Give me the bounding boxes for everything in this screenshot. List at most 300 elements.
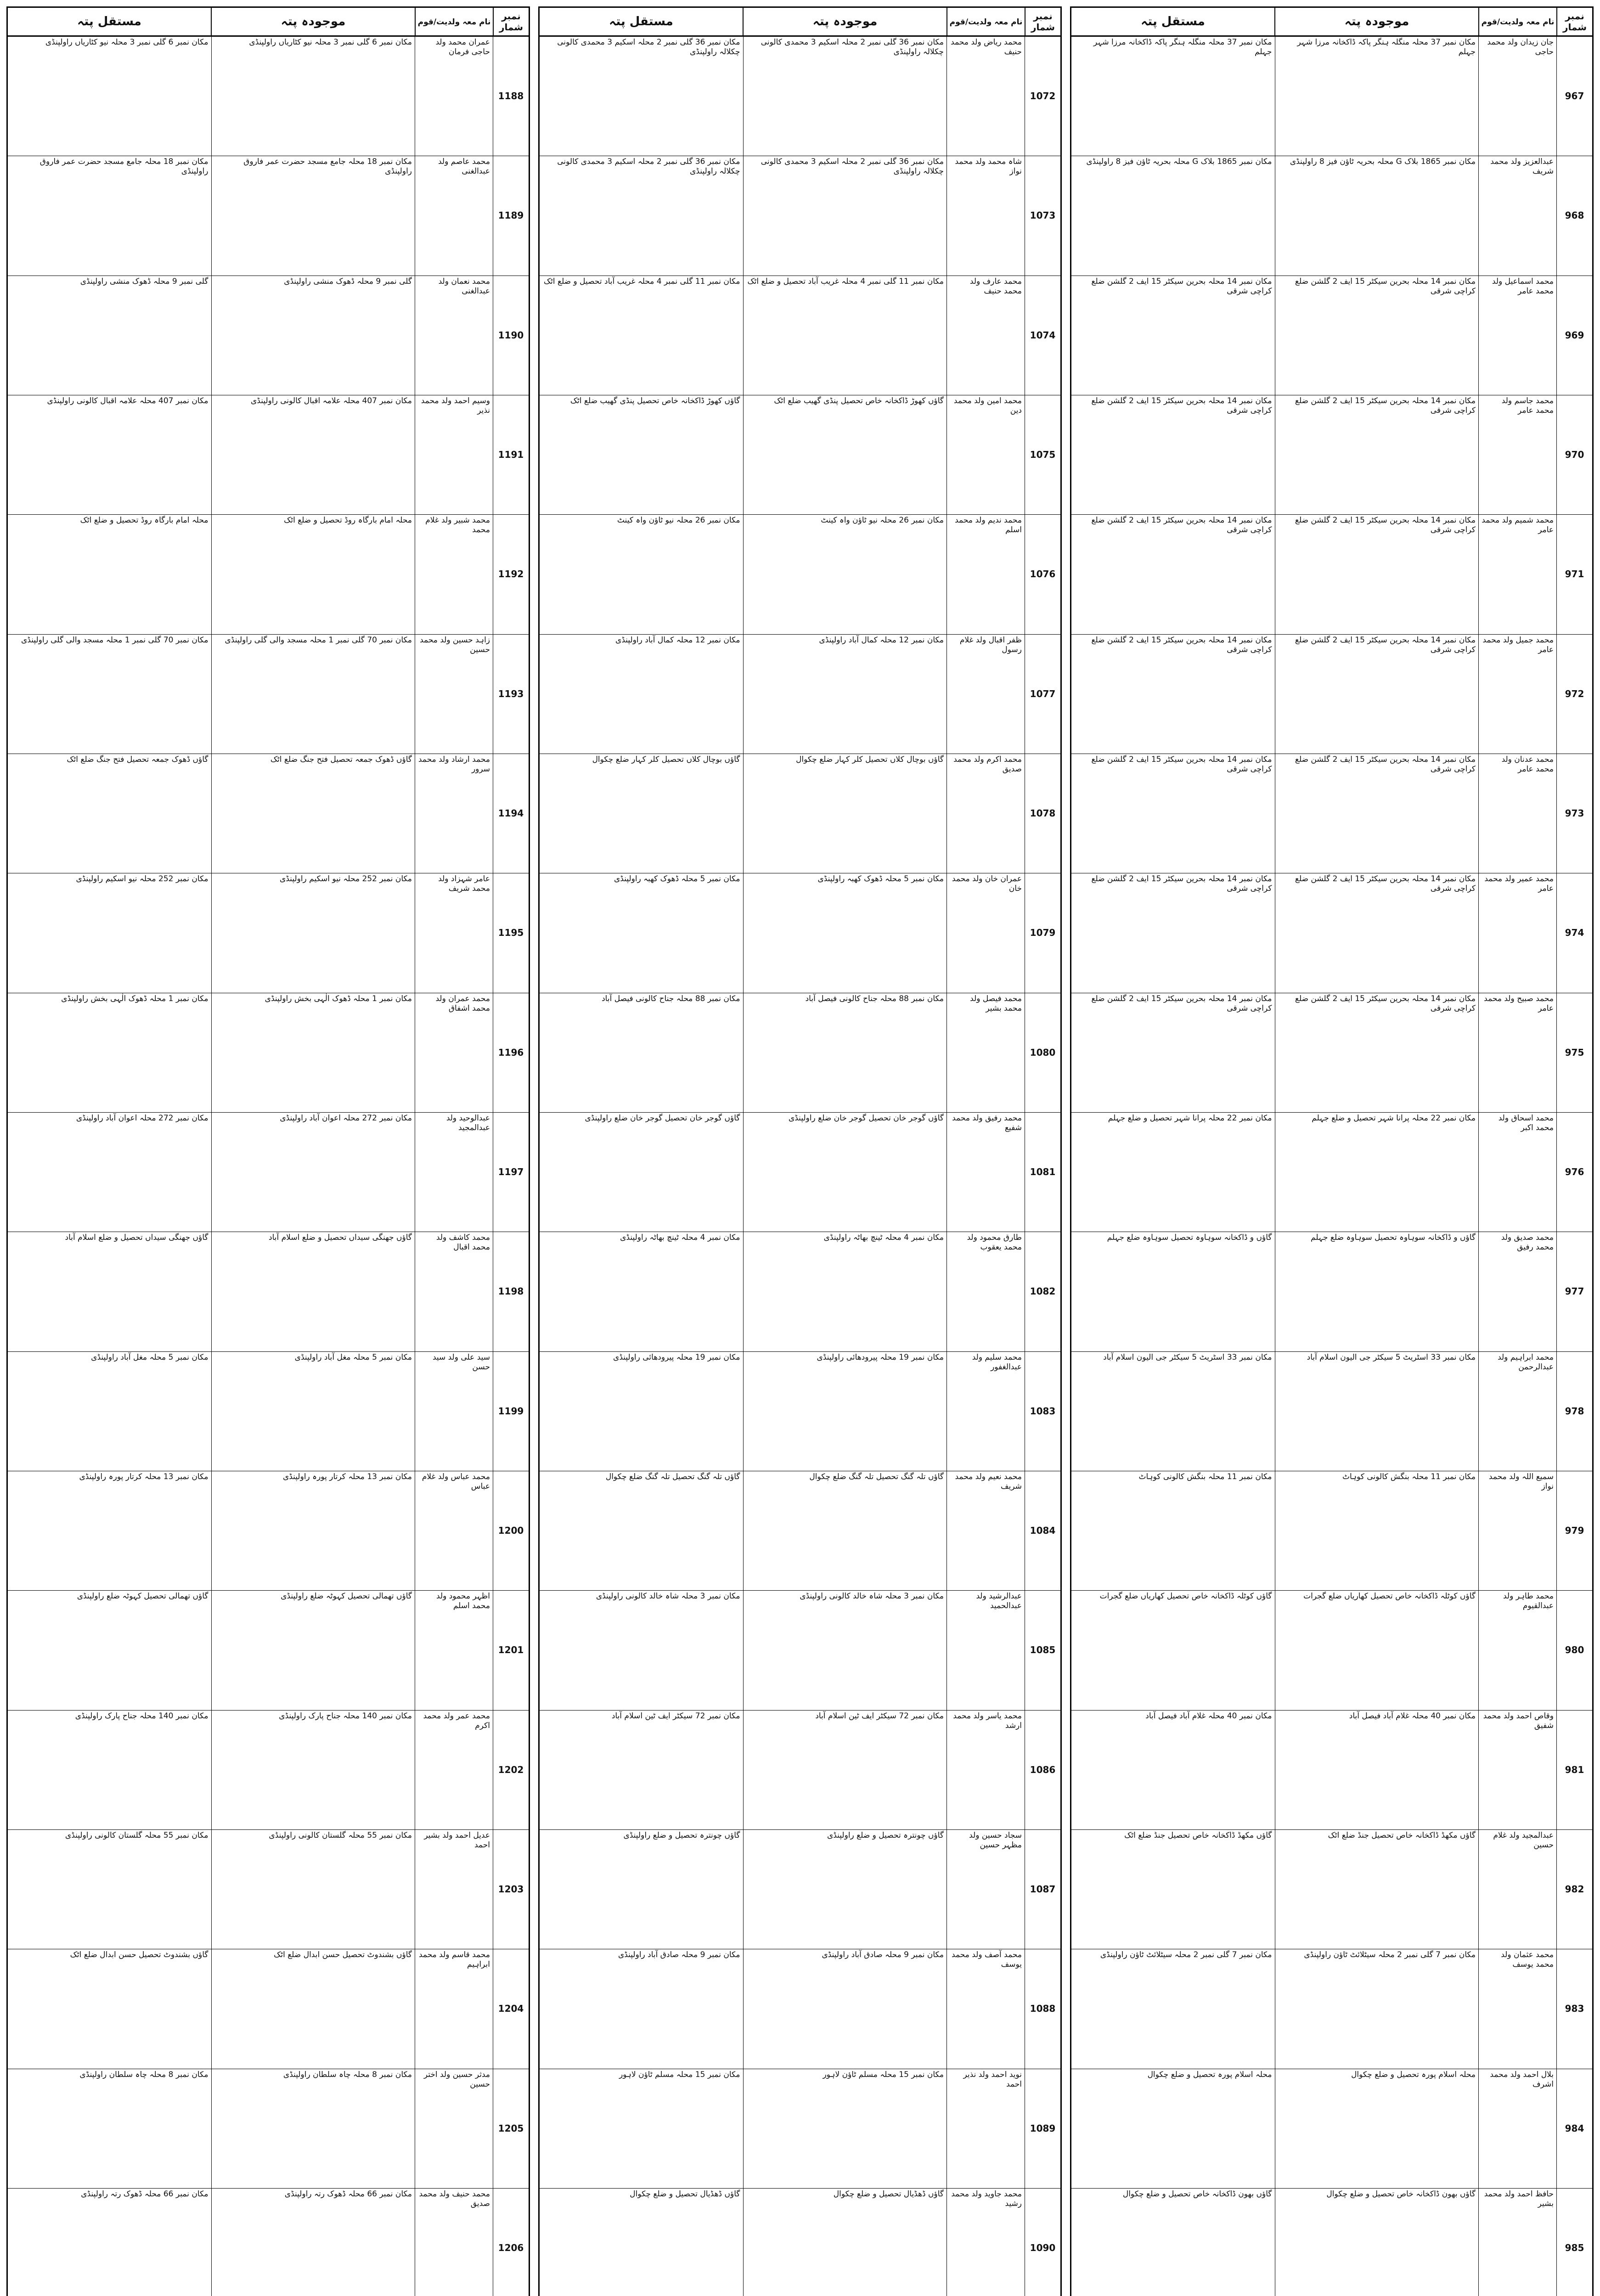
serial-cell: 1206 <box>493 2189 529 2296</box>
serial-cell: 1200 <box>493 1471 529 1590</box>
permanent-address-cell: مکان نمبر 14 محلہ بحرین سیکٹر 15 ایف 2 گلشن ضلع کراچی شرقی <box>1091 994 1272 1013</box>
permanent-address-cell: مکان نمبر 4 محلہ ٹینچ بھاٹہ راولپنڈی <box>620 1233 740 1243</box>
name-cell: وقاص احمد ولد محمد شفیق <box>1478 1711 1556 1829</box>
name-cell: محمد جمیل ولد محمد عامر <box>1478 635 1556 754</box>
name-cell: عامر شہزاد ولد محمد شریف <box>415 873 493 992</box>
name-cell: محمد عارف ولد محمد حنیف <box>946 276 1025 395</box>
permanent-address-cell: مکان نمبر 9 محلہ صادق آباد راولپنڈی <box>618 1950 740 1960</box>
permanent-address-cell: مکان نمبر 14 محلہ بحرین سیکٹر 15 ایف 2 گلشن ضلع کراچی شرقی <box>1091 754 1272 774</box>
name-cell: عبدالمجید ولد غلام حسین <box>1478 1830 1556 1949</box>
permanent-address-cell: گاؤں جھنگی سیداں تحصیل و ضلع اسلام آباد <box>65 1233 208 1243</box>
permanent-address-cell: گلی نمبر 9 محلہ ڈھوک منشی راولپنڈی <box>80 276 208 286</box>
table-row <box>1071 1949 1592 2069</box>
current-address-cell: مکان نمبر 88 محلہ جناح کالونی فیصل آباد <box>743 993 947 1112</box>
table-row <box>1071 993 1592 1113</box>
permanent-address-cell: مکان نمبر 40 محلہ غلام آباد فیصل آباد <box>1145 1711 1272 1721</box>
permanent-address-cell: مکان نمبر 5 محلہ مغل آباد راولپنڈی <box>91 1352 208 1362</box>
serial-cell: 1087 <box>1025 1830 1060 1949</box>
serial-cell: 1084 <box>1025 1471 1060 1590</box>
permanent-address-header: مستقل پتہ <box>609 15 673 28</box>
name-cell: عمران محمد ولد حاجی فرمان <box>415 37 493 156</box>
serial-cell: 1197 <box>493 1113 529 1232</box>
table-row <box>540 2069 1060 2189</box>
table-row <box>8 1949 529 2069</box>
current-address-cell: مکان نمبر 14 محلہ بحرین سیکٹر 15 ایف 2 گلشن ضلع کراچی شرقی <box>1275 635 1479 754</box>
name-cell: سید علی ولد سید حسن <box>415 1352 493 1471</box>
table-row <box>540 754 1060 873</box>
permanent-address-cell: مکان نمبر 252 محلہ نیو اسکیم راولپنڈی <box>76 874 208 884</box>
current-address-cell: مکان نمبر 37 محلہ منگلہ ہنگر پاکہ ڈاکخانہ مرزا شہر جہلم <box>1275 37 1479 156</box>
name-header: نام معہ ولدیت/قوم <box>415 8 493 35</box>
permanent-address-cell: مکان نمبر 70 گلی نمبر 1 محلہ مسجد والی گلی راولپنڈی <box>21 635 208 645</box>
table-row <box>540 1711 1060 1830</box>
document-page <box>6 6 1594 2296</box>
name-cell: بلال احمد ولد محمد اشرف <box>1478 2069 1556 2188</box>
permanent-address-cell: گاؤں کھوڑ ڈاکخانہ خاص تحصیل پنڈی گھیب ضلع اٹک <box>570 396 740 405</box>
serial-cell: 1202 <box>493 1711 529 1829</box>
serial-cell: 1189 <box>493 156 529 275</box>
name-cell: وسیم احمد ولد محمد نذیر <box>415 395 493 514</box>
permanent-address-header: مستقل پتہ <box>1141 15 1205 28</box>
serial-cell: 1193 <box>493 635 529 754</box>
table-row <box>8 754 529 873</box>
current-address-cell: مکان نمبر 14 محلہ بحرین سیکٹر 15 ایف 2 گلشن ضلع کراچی شرقی <box>1275 276 1479 395</box>
table-row <box>540 1352 1060 1471</box>
permanent-address-cell: مکان نمبر 36 گلی نمبر 2 محلہ اسکیم 3 محمدی کالونی چکلالہ راولپنڈی <box>557 38 740 56</box>
current-address-cell: گاؤں تلہ گنگ تحصیل تلہ گنگ ضلع چکوال <box>743 1471 947 1590</box>
permanent-address-cell: مکان نمبر 14 محلہ بحرین سیکٹر 15 ایف 2 گلشن ضلع کراچی شرقی <box>1091 276 1272 296</box>
permanent-address-cell: محلہ امام بارگاہ روڈ تحصیل و ضلع اٹک <box>80 516 208 525</box>
table-header <box>1071 8 1592 37</box>
table-row <box>540 395 1060 515</box>
serial-cell: 1079 <box>1025 873 1060 992</box>
permanent-address-cell: مکان نمبر 18 محلہ جامع مسجد حضرت عمر فاروق راولپنڈی <box>39 157 208 176</box>
current-address-cell: مکان نمبر 19 محلہ پیرودھائی راولپنڈی <box>743 1352 947 1471</box>
current-address-cell: مکان نمبر 14 محلہ بحرین سیکٹر 15 ایف 2 گلشن ضلع کراچی شرقی <box>1275 873 1479 992</box>
table-row <box>1071 37 1592 156</box>
current-address-cell: مکان نمبر 36 گلی نمبر 2 محلہ اسکیم 3 محمدی کالونی چکلالہ راولپنڈی <box>743 156 947 275</box>
serial-cell: 1089 <box>1025 2069 1060 2188</box>
permanent-address-cell: مکان نمبر 55 محلہ گلستان کالونی راولپنڈی <box>65 1830 208 1840</box>
table-row <box>540 993 1060 1113</box>
permanent-address-cell: مکان نمبر 14 محلہ بحرین سیکٹر 15 ایف 2 گلشن ضلع کراچی شرقی <box>1091 635 1272 654</box>
name-cell: محمد عدنان ولد محمد عامر <box>1478 754 1556 873</box>
current-address-cell: مکان نمبر 18 محلہ جامع مسجد حضرت عمر فاروق راولپنڈی <box>211 156 415 275</box>
current-address-cell: مکان نمبر 252 محلہ نیو اسکیم راولپنڈی <box>211 873 415 992</box>
table-row <box>8 395 529 515</box>
table-row <box>540 1471 1060 1591</box>
current-address-cell: مکان نمبر 140 محلہ جناح پارک راولپنڈی <box>211 1711 415 1829</box>
permanent-address-cell: گاؤں چونترہ تحصیل و ضلع راولپنڈی <box>623 1830 740 1840</box>
serial-header: نمبر شمار <box>493 8 529 35</box>
current-address-cell: مکان نمبر 14 محلہ بحرین سیکٹر 15 ایف 2 گلشن ضلع کراچی شرقی <box>1275 993 1479 1112</box>
table-row <box>8 1471 529 1591</box>
permanent-address-cell: مکان نمبر 13 محلہ کرتار پورہ راولپنڈی <box>79 1472 208 1481</box>
name-cell: محمد امین ولد محمد دین <box>946 395 1025 514</box>
current-address-cell: گاؤں گوجر خان تحصیل گوجر خان ضلع راولپنڈی <box>743 1113 947 1232</box>
serial-cell: 979 <box>1556 1471 1592 1590</box>
table-row <box>540 1232 1060 1351</box>
name-cell: سمیع اللہ ولد محمد نواز <box>1478 1471 1556 1590</box>
serial-cell: 1077 <box>1025 635 1060 754</box>
current-address-cell: مکان نمبر 22 محلہ پرانا شہر تحصیل و ضلع جہلم <box>1275 1113 1479 1232</box>
table-row <box>540 1949 1060 2069</box>
current-address-cell: گلی نمبر 9 محلہ ڈھوک منشی راولپنڈی <box>211 276 415 395</box>
serial-cell: 971 <box>1556 515 1592 634</box>
name-cell: حافظ احمد ولد محمد بشیر <box>1478 2189 1556 2296</box>
table-body <box>540 37 1060 2296</box>
current-address-cell: مکان نمبر 55 محلہ گلستان کالونی راولپنڈی <box>211 1830 415 1949</box>
current-address-cell: مکان نمبر 5 محلہ مغل آباد راولپنڈی <box>211 1352 415 1471</box>
permanent-address-cell: مکان نمبر 37 محلہ منگلہ ہنگر پاکہ ڈاکخانہ مرزا شہر جہلم <box>1093 38 1272 56</box>
current-address-cell: گاؤں و ڈاکخانہ سوہاوہ تحصیل سوہاوہ ضلع جہلم <box>1275 1232 1479 1351</box>
list-block <box>6 6 530 2296</box>
name-header: نام معہ ولدیت/قوم <box>1478 8 1556 35</box>
serial-header: نمبر شمار <box>1556 8 1592 35</box>
table-row <box>1071 635 1592 754</box>
name-cell: محمد ندیم ولد محمد اسلم <box>946 515 1025 634</box>
table-row <box>8 873 529 993</box>
permanent-address-header: مستقل پتہ <box>77 15 141 28</box>
serial-cell: 1188 <box>493 37 529 156</box>
table-body <box>8 37 529 2296</box>
permanent-address-cell: مکان نمبر 14 محلہ بحرین سیکٹر 15 ایف 2 گلشن ضلع کراچی شرقی <box>1091 874 1272 894</box>
permanent-address-cell: گاؤں کوٹلہ ڈاکخانہ خاص تحصیل کھاریاں ضلع گجرات <box>1099 1592 1272 1601</box>
current-address-cell: مکان نمبر 14 محلہ بحرین سیکٹر 15 ایف 2 گلشن ضلع کراچی شرقی <box>1275 395 1479 514</box>
serial-cell: 1201 <box>493 1591 529 1710</box>
name-cell: محمد یاسر ولد محمد ارشد <box>946 1711 1025 1829</box>
current-address-cell: مکان نمبر 13 محلہ کرتار پورہ راولپنڈی <box>211 1471 415 1590</box>
serial-cell: 980 <box>1556 1591 1592 1710</box>
permanent-address-cell: مکان نمبر 11 محلہ بنگش کالونی کوہاٹ <box>1138 1472 1272 1481</box>
table-row <box>1071 1830 1592 1949</box>
serial-cell: 1192 <box>493 515 529 634</box>
name-cell: محمد عباس ولد غلام عباس <box>415 1471 493 1590</box>
serial-cell: 975 <box>1556 993 1592 1112</box>
current-address-cell: محلہ امام بارگاہ روڈ تحصیل و ضلع اٹک <box>211 515 415 634</box>
name-cell: اظہر محمود ولد محمد اسلم <box>415 1591 493 1710</box>
table-row <box>1071 395 1592 515</box>
permanent-address-cell: مکان نمبر 88 محلہ جناح کالونی فیصل آباد <box>602 994 740 1003</box>
serial-cell: 1191 <box>493 395 529 514</box>
current-address-cell: مکان نمبر 3 محلہ شاہ خالد کالونی راولپنڈی <box>743 1591 947 1710</box>
table-row <box>540 1113 1060 1232</box>
name-cell: ظفر اقبال ولد غلام رسول <box>946 635 1025 754</box>
current-address-cell: گاؤں کوٹلہ ڈاکخانہ خاص تحصیل کھاریاں ضلع گجرات <box>1275 1591 1479 1710</box>
name-cell: محمد اسحاق ولد محمد اکبر <box>1478 1113 1556 1232</box>
name-cell: محمد صبیح ولد محمد عامر <box>1478 993 1556 1112</box>
name-cell: محمد عمیر ولد محمد عامر <box>1478 873 1556 992</box>
name-cell: محمد صدیق ولد محمد رفیق <box>1478 1232 1556 1351</box>
serial-cell: 1076 <box>1025 515 1060 634</box>
permanent-address-cell: گاؤں ڈھوک جمعہ تحصیل فتح جنگ ضلع اٹک <box>67 754 208 764</box>
table-row <box>8 1830 529 1949</box>
permanent-address-cell: مکان نمبر 6 گلی نمبر 3 محلہ نیو کٹاریاں راولپنڈی <box>45 38 208 47</box>
current-address-cell: گاؤں بھون ڈاکخانہ خاص تحصیل و ضلع چکوال <box>1275 2189 1479 2296</box>
serial-cell: 1078 <box>1025 754 1060 873</box>
serial-cell: 985 <box>1556 2189 1592 2296</box>
permanent-address-cell: گاؤں تھمالی تحصیل کہوٹہ ضلع راولپنڈی <box>77 1592 208 1601</box>
table-row <box>8 2189 529 2296</box>
table-row <box>1071 1352 1592 1471</box>
name-cell: محمد اسماعیل ولد محمد عامر <box>1478 276 1556 395</box>
current-address-cell: گاؤں ڈھڈیال تحصیل و ضلع چکوال <box>743 2189 947 2296</box>
table-row <box>1071 156 1592 276</box>
name-cell: نوید احمد ولد نذیر احمد <box>946 2069 1025 2188</box>
current-address-header: موجودہ پتہ <box>743 8 946 35</box>
table-row <box>8 1711 529 1830</box>
table-row <box>1071 515 1592 634</box>
current-address-cell: مکان نمبر 4 محلہ ٹینچ بھاٹہ راولپنڈی <box>743 1232 947 1351</box>
table-row <box>540 156 1060 276</box>
permanent-address-cell: مکان نمبر 22 محلہ پرانا شہر تحصیل و ضلع جہلم <box>1108 1113 1272 1123</box>
permanent-address-cell: گاؤں ڈھڈیال تحصیل و ضلع چکوال <box>630 2189 740 2199</box>
permanent-address-cell: گاؤں بھون ڈاکخانہ خاص تحصیل و ضلع چکوال <box>1122 2189 1272 2199</box>
table-row <box>8 2069 529 2189</box>
serial-cell: 972 <box>1556 635 1592 754</box>
serial-cell: 1073 <box>1025 156 1060 275</box>
name-cell: محمد قاسم ولد محمد ابراہیم <box>415 1949 493 2068</box>
list-block <box>538 6 1062 2296</box>
serial-cell: 1194 <box>493 754 529 873</box>
permanent-address-cell: مکان نمبر 12 محلہ کمال آباد راولپنڈی <box>615 635 740 645</box>
current-address-cell: مکان نمبر 14 محلہ بحرین سیکٹر 15 ایف 2 گلشن ضلع کراچی شرقی <box>1275 754 1479 873</box>
table-row <box>1071 2069 1592 2189</box>
permanent-address-cell: گاؤں و ڈاکخانہ سوہاوہ تحصیل سوہاوہ ضلع جہلم <box>1107 1233 1272 1243</box>
current-address-cell: مکان نمبر 407 محلہ علامہ اقبال کالونی راولپنڈی <box>211 395 415 514</box>
name-cell: عبدالوحید ولد عبدالمجید <box>415 1113 493 1232</box>
serial-cell: 967 <box>1556 37 1592 156</box>
table-row <box>1071 2189 1592 2296</box>
current-address-cell: مکان نمبر 26 محلہ نیو ٹاؤن واہ کینٹ <box>743 515 947 634</box>
permanent-address-cell: مکان نمبر 5 محلہ ڈھوک کھبہ راولپنڈی <box>614 874 740 884</box>
name-cell: زاہد حسین ولد محمد حسین <box>415 635 493 754</box>
current-address-cell: گاؤں کھوڑ ڈاکخانہ خاص تحصیل پنڈی گھیب ضلع اٹک <box>743 395 947 514</box>
serial-cell: 982 <box>1556 1830 1592 1949</box>
permanent-address-cell: مکان نمبر 407 محلہ علامہ اقبال کالونی راولپنڈی <box>47 396 208 405</box>
current-address-cell: مکان نمبر 12 محلہ کمال آباد راولپنڈی <box>743 635 947 754</box>
name-cell: محمد نعیم ولد محمد شریف <box>946 1471 1025 1590</box>
permanent-address-cell: مکان نمبر 26 محلہ نیو ٹاؤن واہ کینٹ <box>617 516 740 525</box>
permanent-address-cell: مکان نمبر 33 اسٹریٹ 5 سیکٹر جی الیون اسلام آباد <box>1103 1352 1272 1362</box>
name-cell: سجاد حسین ولد مظہر حسین <box>946 1830 1025 1949</box>
serial-cell: 984 <box>1556 2069 1592 2188</box>
serial-cell: 1195 <box>493 873 529 992</box>
name-cell: عمران خان ولد محمد خان <box>946 873 1025 992</box>
permanent-address-cell: مکان نمبر 11 گلی نمبر 4 محلہ غریب آباد تحصیل و ضلع اٹک <box>543 276 740 286</box>
serial-cell: 968 <box>1556 156 1592 275</box>
list-block <box>1070 6 1594 2296</box>
current-address-cell: گاؤں مکھڈ ڈاکخانہ خاص تحصیل جنڈ ضلع اٹک <box>1275 1830 1479 1949</box>
table-row <box>540 873 1060 993</box>
table-row <box>8 1232 529 1351</box>
serial-cell: 1198 <box>493 1232 529 1351</box>
table-row <box>540 515 1060 634</box>
permanent-address-cell: مکان نمبر 15 محلہ مسلم ٹاؤن لاہور <box>619 2070 740 2079</box>
serial-cell: 1196 <box>493 993 529 1112</box>
table-row <box>1071 1711 1592 1830</box>
name-cell: محمد ریاض ولد محمد حنیف <box>946 37 1025 156</box>
table-header <box>8 8 529 37</box>
name-cell: محمد جاوید ولد محمد رشید <box>946 2189 1025 2296</box>
table-row <box>540 635 1060 754</box>
table-row <box>540 276 1060 395</box>
permanent-address-cell: مکان نمبر 66 محلہ ڈھوک رتہ راولپنڈی <box>81 2189 208 2199</box>
permanent-address-cell: مکان نمبر 1 محلہ ڈھوک الٰہی بخش راولپنڈی <box>61 994 208 1003</box>
table-row <box>1071 1232 1592 1351</box>
permanent-address-cell: گاؤں بشندوٹ تحصیل حسن ابدال ضلع اٹک <box>70 1950 208 1960</box>
serial-cell: 1074 <box>1025 276 1060 395</box>
name-cell: محمد ارشاد ولد محمد سرور <box>415 754 493 873</box>
permanent-address-cell: مکان نمبر 3 محلہ شاہ خالد کالونی راولپنڈی <box>596 1592 740 1601</box>
table-row <box>8 37 529 156</box>
current-address-cell: مکان نمبر 5 محلہ ڈھوک کھبہ راولپنڈی <box>743 873 947 992</box>
current-address-cell: مکان نمبر 272 محلہ اعوان آباد راولپنڈی <box>211 1113 415 1232</box>
serial-cell: 1203 <box>493 1830 529 1949</box>
table-row <box>540 37 1060 156</box>
name-cell: محمد نعمان ولد عبدالغنی <box>415 276 493 395</box>
serial-cell: 970 <box>1556 395 1592 514</box>
current-address-cell: محلہ اسلام پورہ تحصیل و ضلع چکوال <box>1275 2069 1479 2188</box>
serial-cell: 981 <box>1556 1711 1592 1829</box>
name-cell: جان زیدان ولد محمد حاجی <box>1478 37 1556 156</box>
current-address-cell: مکان نمبر 6 گلی نمبر 3 محلہ نیو کٹاریاں راولپنڈی <box>211 37 415 156</box>
name-cell: محمد کاشف ولد محمد اقبال <box>415 1232 493 1351</box>
current-address-cell: مکان نمبر 8 محلہ چاہ سلطان راولپنڈی <box>211 2069 415 2188</box>
permanent-address-cell: مکان نمبر 72 سیکٹر ایف ٹین اسلام آباد <box>611 1711 740 1721</box>
name-cell: عبدالرشید ولد عبدالحمید <box>946 1591 1025 1710</box>
table-header <box>540 8 1060 37</box>
permanent-address-cell: گاؤں بوچال کلاں تحصیل کلر کہار ضلع چکوال <box>592 754 740 764</box>
table-row <box>1071 1591 1592 1710</box>
permanent-address-cell: مکان نمبر 1865 بلاک G محلہ بحریہ ٹاؤن فیز 8 راولپنڈی <box>1086 157 1272 167</box>
permanent-address-cell: مکان نمبر 272 محلہ اعوان آباد راولپنڈی <box>76 1113 208 1123</box>
name-cell: محمد عثمان ولد محمد یوسف <box>1478 1949 1556 2068</box>
table-row <box>540 1830 1060 1949</box>
permanent-address-cell: مکان نمبر 36 گلی نمبر 2 محلہ اسکیم 3 محمدی کالونی چکلالہ راولپنڈی <box>557 157 740 176</box>
name-cell: محمد جاسم ولد محمد عامر <box>1478 395 1556 514</box>
current-address-cell: مکان نمبر 33 اسٹریٹ 5 سیکٹر جی الیون اسلام آباد <box>1275 1352 1479 1471</box>
serial-cell: 1080 <box>1025 993 1060 1112</box>
table-row <box>8 1113 529 1232</box>
current-address-cell: مکان نمبر 14 محلہ بحرین سیکٹر 15 ایف 2 گلشن ضلع کراچی شرقی <box>1275 515 1479 634</box>
serial-cell: 1082 <box>1025 1232 1060 1351</box>
name-cell: محمد عمر ولد محمد اکرم <box>415 1711 493 1829</box>
permanent-address-cell: مکان نمبر 7 گلی نمبر 2 محلہ سیٹلائٹ ٹاؤن راولپنڈی <box>1100 1950 1272 1960</box>
serial-cell: 974 <box>1556 873 1592 992</box>
current-address-cell: مکان نمبر 72 سیکٹر ایف ٹین اسلام آباد <box>743 1711 947 1829</box>
serial-cell: 973 <box>1556 754 1592 873</box>
name-cell: محمد عاصم ولد عبدالغنی <box>415 156 493 275</box>
current-address-cell: مکان نمبر 15 محلہ مسلم ٹاؤن لاہور <box>743 2069 947 2188</box>
table-row <box>540 2189 1060 2296</box>
permanent-address-cell: گاؤں گوجر خان تحصیل گوجر خان ضلع راولپنڈی <box>585 1113 740 1123</box>
name-cell: محمد طاہر ولد عبدالقیوم <box>1478 1591 1556 1710</box>
serial-cell: 1086 <box>1025 1711 1060 1829</box>
permanent-address-cell: گاؤں مکھڈ ڈاکخانہ خاص تحصیل جنڈ ضلع اٹک <box>1124 1830 1272 1840</box>
name-cell: محمد شمیم ولد محمد عامر <box>1478 515 1556 634</box>
serial-cell: 978 <box>1556 1352 1592 1471</box>
serial-cell: 977 <box>1556 1232 1592 1351</box>
current-address-cell: گاؤں بشندوٹ تحصیل حسن ابدال ضلع اٹک <box>211 1949 415 2068</box>
name-cell: عدیل احمد ولد بشیر احمد <box>415 1830 493 1949</box>
permanent-address-cell: مکان نمبر 140 محلہ جناح پارک راولپنڈی <box>75 1711 208 1721</box>
current-address-cell: مکان نمبر 1865 بلاک G محلہ بحریہ ٹاؤن فیز 8 راولپنڈی <box>1275 156 1479 275</box>
table-row <box>540 1591 1060 1710</box>
serial-cell: 969 <box>1556 276 1592 395</box>
name-cell: محمد آصف ولد محمد یوسف <box>946 1949 1025 2068</box>
name-cell: محمد اکرم ولد محمد صدیق <box>946 754 1025 873</box>
serial-cell: 1085 <box>1025 1591 1060 1710</box>
name-cell: محمد رفیق ولد محمد شفیع <box>946 1113 1025 1232</box>
serial-cell: 976 <box>1556 1113 1592 1232</box>
current-address-cell: گاؤں جھنگی سیداں تحصیل و ضلع اسلام آباد <box>211 1232 415 1351</box>
table-row <box>1071 276 1592 395</box>
current-address-cell: مکان نمبر 66 محلہ ڈھوک رتہ راولپنڈی <box>211 2189 415 2296</box>
table-row <box>8 515 529 634</box>
current-address-cell: گاؤں بوچال کلاں تحصیل کلر کہار ضلع چکوال <box>743 754 947 873</box>
table-row <box>8 993 529 1113</box>
name-cell: محمد فیصل ولد محمد بشیر <box>946 993 1025 1112</box>
serial-cell: 1075 <box>1025 395 1060 514</box>
serial-cell: 1081 <box>1025 1113 1060 1232</box>
serial-cell: 1088 <box>1025 1949 1060 2068</box>
table-row <box>8 276 529 395</box>
serial-cell: 1083 <box>1025 1352 1060 1471</box>
table-row <box>8 1352 529 1471</box>
current-address-header: موجودہ پتہ <box>211 8 415 35</box>
name-header: نام معہ ولدیت/قوم <box>946 8 1025 35</box>
serial-cell: 1072 <box>1025 37 1060 156</box>
table-body <box>1071 37 1592 2296</box>
current-address-cell: مکان نمبر 11 گلی نمبر 4 محلہ غریب آباد تحصیل و ضلع اٹک <box>743 276 947 395</box>
serial-cell: 1205 <box>493 2069 529 2188</box>
name-cell: شاہ محمد ولد محمد نواز <box>946 156 1025 275</box>
name-cell: محمد عمران ولد محمد اشفاق <box>415 993 493 1112</box>
current-address-header: موجودہ پتہ <box>1274 8 1478 35</box>
permanent-address-cell: مکان نمبر 19 محلہ پیرودھائی راولپنڈی <box>613 1352 740 1362</box>
table-row <box>1071 1471 1592 1591</box>
name-cell: طارق محمود ولد محمد یعقوب <box>946 1232 1025 1351</box>
current-address-cell: مکان نمبر 70 گلی نمبر 1 محلہ مسجد والی گلی راولپنڈی <box>211 635 415 754</box>
current-address-cell: گاؤں تھمالی تحصیل کہوٹہ ضلع راولپنڈی <box>211 1591 415 1710</box>
serial-cell: 1190 <box>493 276 529 395</box>
current-address-cell: مکان نمبر 11 محلہ بنگش کالونی کوہاٹ <box>1275 1471 1479 1590</box>
current-address-cell: مکان نمبر 7 گلی نمبر 2 محلہ سیٹلائٹ ٹاؤن راولپنڈی <box>1275 1949 1479 2068</box>
name-cell: محمد سلیم ولد عبدالغفور <box>946 1352 1025 1471</box>
table-row <box>8 1591 529 1710</box>
serial-cell: 1204 <box>493 1949 529 2068</box>
current-address-cell: مکان نمبر 1 محلہ ڈھوک الٰہی بخش راولپنڈی <box>211 993 415 1112</box>
name-cell: عبدالعزیز ولد محمد شریف <box>1478 156 1556 275</box>
table-row <box>1071 1113 1592 1232</box>
table-row <box>1071 754 1592 873</box>
name-cell: محمد ابراہیم ولد عبدالرحمن <box>1478 1352 1556 1471</box>
current-address-cell: مکان نمبر 40 محلہ غلام آباد فیصل آباد <box>1275 1711 1479 1829</box>
serial-cell: 1199 <box>493 1352 529 1471</box>
permanent-address-cell: مکان نمبر 14 محلہ بحرین سیکٹر 15 ایف 2 گلشن ضلع کراچی شرقی <box>1091 516 1272 535</box>
permanent-address-cell: مکان نمبر 8 محلہ چاہ سلطان راولپنڈی <box>79 2070 208 2079</box>
permanent-address-cell: محلہ اسلام پورہ تحصیل و ضلع چکوال <box>1147 2070 1272 2079</box>
name-cell: محمد شبیر ولد غلام محمد <box>415 515 493 634</box>
permanent-address-cell: گاؤں تلہ گنگ تحصیل تلہ گنگ ضلع چکوال <box>605 1472 740 1481</box>
current-address-cell: مکان نمبر 9 محلہ صادق آباد راولپنڈی <box>743 1949 947 2068</box>
serial-cell: 983 <box>1556 1949 1592 2068</box>
table-row <box>8 156 529 276</box>
current-address-cell: مکان نمبر 36 گلی نمبر 2 محلہ اسکیم 3 محمدی کالونی چکلالہ راولپنڈی <box>743 37 947 156</box>
current-address-cell: گاؤں ڈھوک جمعہ تحصیل فتح جنگ ضلع اٹک <box>211 754 415 873</box>
permanent-address-cell: مکان نمبر 14 محلہ بحرین سیکٹر 15 ایف 2 گلشن ضلع کراچی شرقی <box>1091 396 1272 415</box>
